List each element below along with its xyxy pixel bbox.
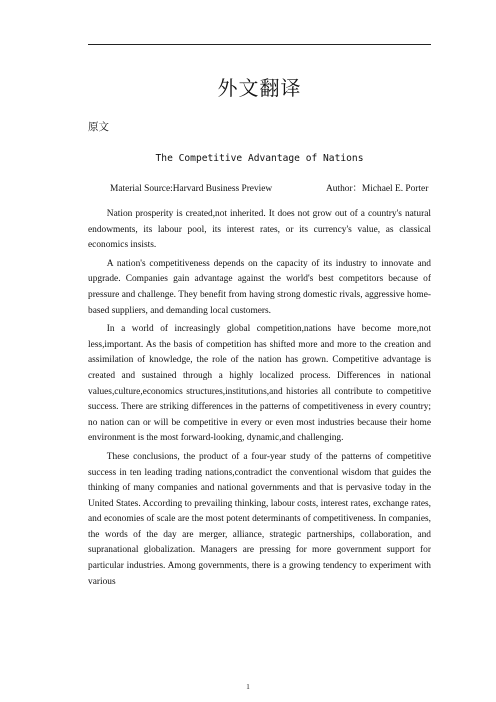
paragraph: A nation's competitiveness depends on the capacity of its industry to innovate and upgrade. Companies gain advantage against the world's best competitors because of pressure and challenge. They benefit from having strong domestic rivals, aggressive home-based suppliers, and demanding local customers. xyxy=(88,258,431,316)
paragraph: These conclusions, the product of a four-year study of the patterns of competitive success in ten leading trading nations,contradict the conventional wisdom that guides the thinking of many companies and national governments and that is pervasive today in the United States. According to prevailing thinking, labour costs, interest rates, exchange rates, and economies of scale are the most potent determinants of competitiveness. In companies, the words of the day are merger, alliance, strategic partnerships, collaboration, and supranational globalization. Managers are pressing for more government support for particular industries. Among governments, there is a growing tendency to experiment with various xyxy=(88,451,431,587)
header-rule xyxy=(88,44,431,45)
document-title: 外文翻译 xyxy=(217,76,302,100)
section-label: 原文 xyxy=(88,121,109,133)
paragraph: Nation prosperity is created,not inherited. It does not grow out of a country's natural endowments, its labour pool, its interest rates, or its currency's value, as classical economics insists. xyxy=(88,209,431,251)
article-title: The Competitive Advantage of Nations xyxy=(155,153,364,164)
page-number: 1 xyxy=(246,683,250,691)
article-body xyxy=(88,207,431,593)
author: Author：Michael E. Porter xyxy=(326,184,429,194)
material-source: Material Source:Harvard Business Preview xyxy=(110,184,273,194)
paragraph: In a world of increasingly global competition,nations have become more,not less,important. As the basis of competition has shifted more and more to the creation and assimilation of knowledge, the role of the nation has grown. Competitive advantage is created and sustained through a highly localized process. Differences in national values,culture,economics structures,institutions,and histories all contribute to competitive success. There are striking differences in the patterns of competitiveness in every country; no nation can or will be competitive in every or even most industries because their home environment is the most forward-looking, dynamic,and challenging. xyxy=(88,324,431,444)
